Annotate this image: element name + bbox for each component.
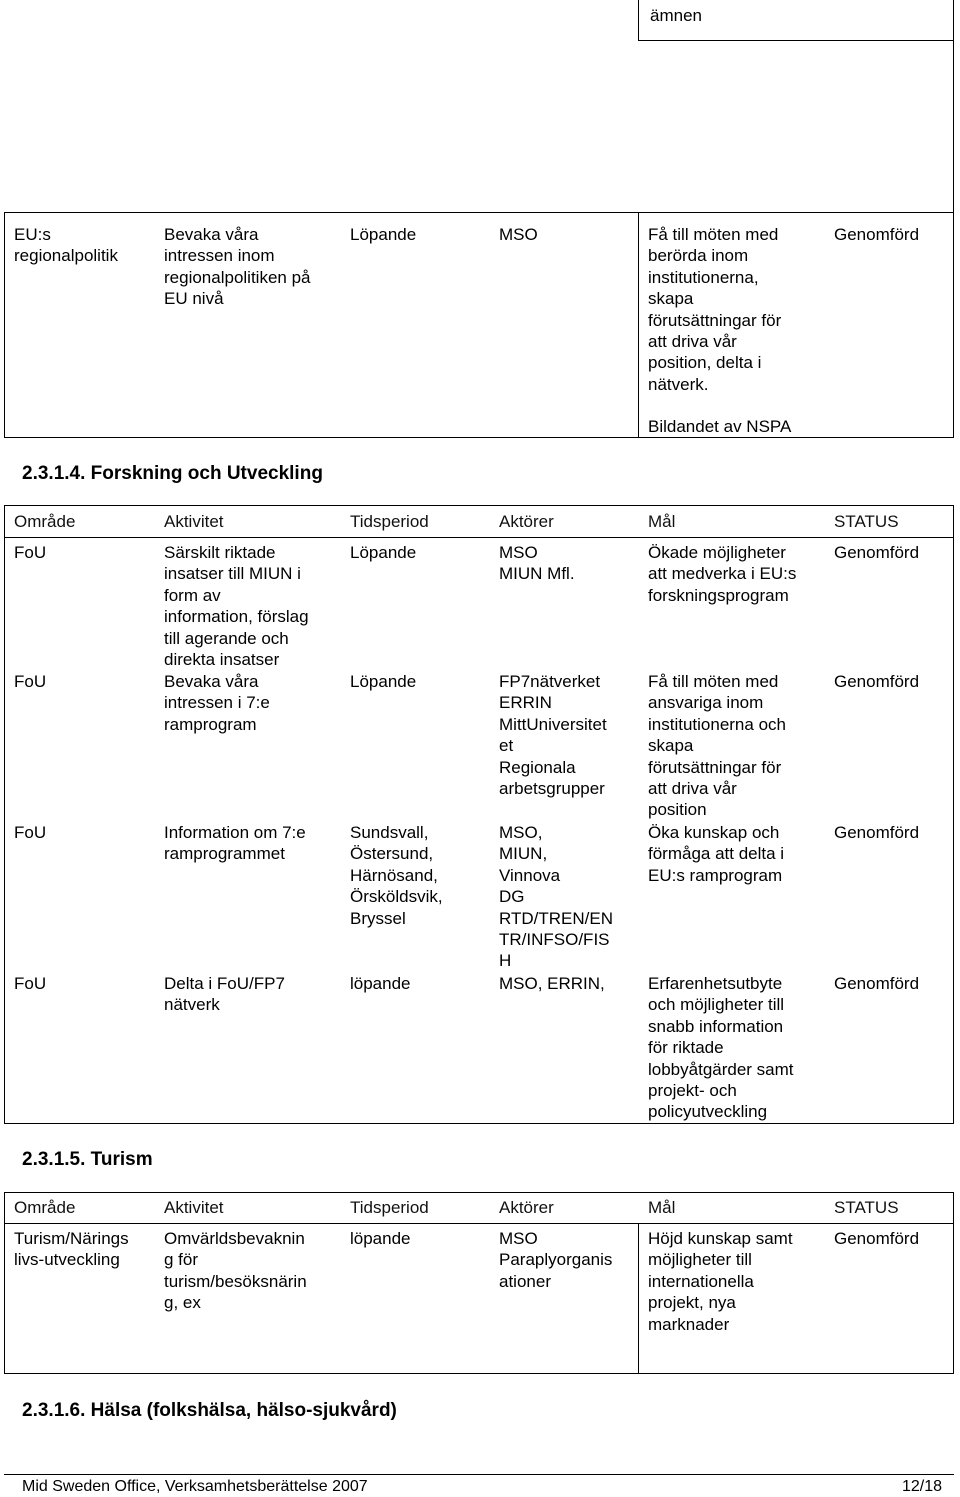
cell-status: Genomförd [834, 543, 920, 562]
footer-title: Mid Sweden Office, Verksamhetsberättelse 2007 [22, 1478, 368, 1495]
cell-omrade: FoU [14, 974, 47, 993]
cell-tidsperiod: Löpande [350, 672, 417, 691]
cell-mal: Få till möten med berörda inom institutionerna, skapa förutsättningar för att driva vår position, delta i nätverk. [648, 225, 782, 394]
header-aktorer: Aktörer [499, 1198, 554, 1217]
page-number: 12/18 [902, 1478, 943, 1495]
header-omrade: Område [14, 512, 76, 531]
cell-tidsperiod: Sundsvall, Östersund, Härnösand, Örsköldsvik, Bryssel [350, 823, 443, 928]
header-status: STATUS [834, 512, 899, 531]
header-mal: Mål [648, 512, 676, 531]
cell-tidsperiod: Löpande [350, 543, 417, 562]
cell-omrade: FoU [14, 823, 47, 842]
cell-status: Genomförd [834, 823, 920, 842]
footer-divider [4, 1474, 954, 1475]
header-tidsperiod: Tidsperiod [350, 512, 429, 531]
cell-omrade: EU:s regionalpolitik [14, 225, 118, 266]
cell-aktorer: MSO Paraplyorganis ationer [499, 1229, 613, 1291]
cell-mal-extra: Bildandet av NSPA [648, 417, 792, 436]
table-cell-topic: ämnen [650, 6, 702, 25]
cell-tidsperiod: löpande [350, 974, 411, 993]
cell-mal: Erfarenhetsutbyte och möjligheter till snabb information för riktade lobbyåtgärder samt projekt- och policyutveckling [648, 974, 794, 1122]
cell-aktivitet: Särskilt riktade insatser till MIUN i form av information, förslag till agerande och direkta insatser [164, 543, 309, 670]
cell-aktorer: MSO [499, 225, 538, 244]
cell-status: Genomförd [834, 1229, 920, 1248]
cell-status: Genomförd [834, 974, 920, 993]
cell-aktorer: MSO, ERRIN, [499, 974, 605, 993]
header-mal: Mål [648, 1198, 676, 1217]
cell-mal: Få till möten med ansvariga inom institutionerna och skapa förutsättningar för att driva vår position [648, 672, 786, 820]
cell-aktivitet: Delta i FoU/FP7 nätverk [164, 974, 285, 1015]
header-status: STATUS [834, 1198, 899, 1217]
header-omrade: Område [14, 1198, 76, 1217]
cell-tidsperiod: Löpande [350, 225, 417, 244]
cell-tidsperiod: löpande [350, 1229, 411, 1248]
cell-aktivitet: Bevaka våra intressen inom regionalpolitiken på EU nivå [164, 225, 311, 309]
cell-aktorer: MSO, MIUN, Vinnova DG RTD/TREN/EN TR/INFSO/FIS H [499, 823, 613, 971]
header-tidsperiod: Tidsperiod [350, 1198, 429, 1217]
cell-mal: Ökade möjligheter att medverka i EU:s forskningsprogram [648, 543, 797, 605]
cell-mal: Öka kunskap och förmåga att delta i EU:s ramprogram [648, 823, 785, 885]
cell-mal: Höjd kunskap samt möjligheter till internationella projekt, nya marknader [648, 1229, 793, 1334]
header-aktivitet: Aktivitet [164, 1198, 224, 1217]
cell-aktivitet: Information om 7:e ramprogrammet [164, 823, 306, 864]
cell-omrade: FoU [14, 672, 47, 691]
cell-omrade: FoU [14, 543, 47, 562]
cell-aktorer: MSO MIUN Mfl. [499, 543, 575, 584]
section-heading-forskning: 2.3.1.4. Forskning och Utveckling [22, 463, 323, 484]
cell-aktivitet: Bevaka våra intressen i 7:e ramprogram [164, 672, 270, 734]
cell-status: Genomförd [834, 672, 920, 691]
section-heading-turism: 2.3.1.5. Turism [22, 1149, 153, 1170]
cell-omrade: Turism/Närings livs-utveckling [14, 1229, 129, 1270]
cell-status: Genomförd [834, 225, 920, 244]
cell-aktorer: FP7nätverket ERRIN MittUniversitet et Regionala arbetsgrupper [499, 672, 607, 799]
section-heading-halsa: 2.3.1.6. Hälsa (folkshälsa, hälso-sjukvård) [22, 1400, 397, 1421]
header-aktivitet: Aktivitet [164, 512, 224, 531]
header-aktorer: Aktörer [499, 512, 554, 531]
cell-aktivitet: Omvärldsbevaknin g för turism/besöksnärin g, ex [164, 1229, 307, 1313]
